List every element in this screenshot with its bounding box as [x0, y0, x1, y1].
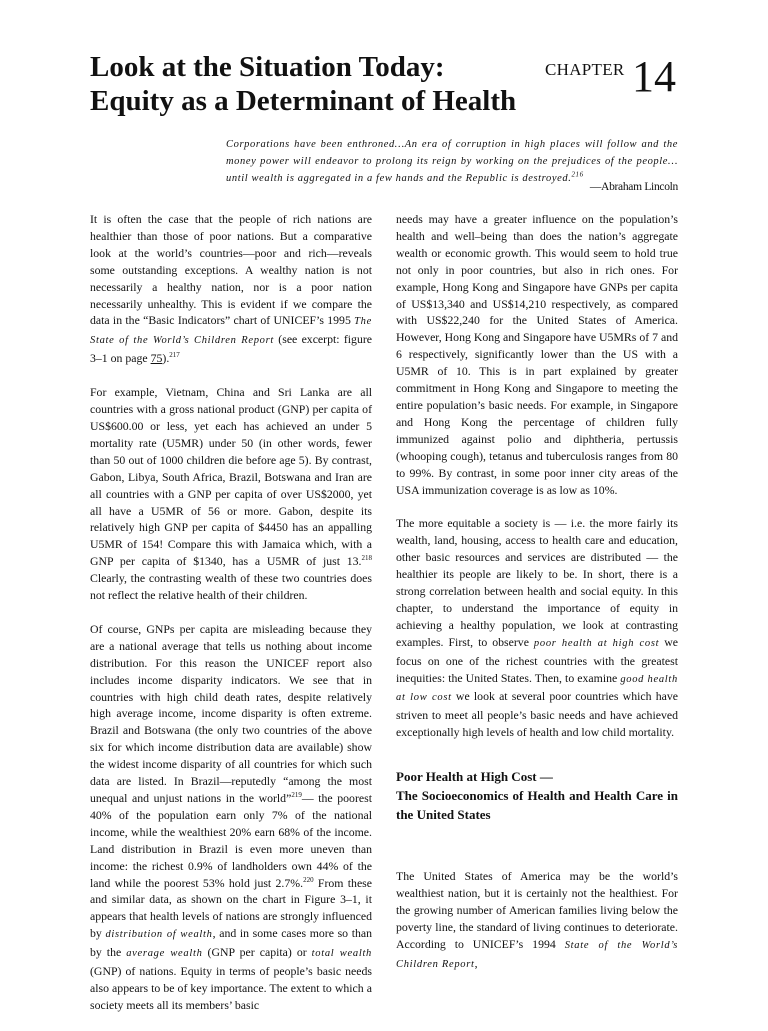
- paragraph-text: — the poorest 40% of the population earn only 7% of the national income, while the wealthiest 20% earn 68% of the income. Land distribution in Brazil is even more uneven than income: the richest 0.9% of landholders own 44% of the land while the poorest 53% hold just 2.7%.: [90, 791, 372, 890]
- paragraph: needs may have a greater influence on the population’s health and well–being than does the nation’s aggregate wealth or economic growth. This would seem to hold true not only in poor countries, but also in rich ones. For example, Hong Kong and Singapore have GNPs per capita of US$13,340 and US$14,210 respectively, as compared with US$22,240 for the United States of America. However, Hong Kong and Singapore have U5MRs of 7 and 6 respectively, significantly lower than the US with a U5MR of 10. This is in part explained by greater commitment in Hong Kong and Singapore to meeting the entire population’s basic needs. For example, in Singapore and Hong Kong the percentage of children fully immunized against polio and diphtheria, pertussis (whooping cough), tetanus and tuberculosis ranges from 80 to 99%. By contrast, in some poor inner city areas of the USA immunization coverage is as low as 10%.: [396, 212, 678, 497]
- paragraph: [90, 211, 372, 367]
- paragraph-text: Of course, GNPs per capita are misleading because they are a national average that tells us nothing about income distribution. For this reason the UNICEF report also includes income disparity indicators. We see that in countries with high child death rates, despite relatively high average income, income disparity is often extreme. Brazil and Botswana (the only two countries of the above six for which income distribution data are available) show the widest income disparity of all countries for which such data are listed. In Brazil—reputedly “among the most unequal and unjust nations in the world”: [90, 621, 372, 805]
- right-column: [396, 211, 678, 991]
- page-link[interactable]: 75: [150, 351, 163, 366]
- footnote-ref[interactable]: 220: [303, 875, 314, 884]
- paragraph-text: (GNP per capita) or: [202, 945, 312, 960]
- paragraph: [90, 384, 372, 604]
- chapter-label: CHAPTER: [545, 60, 625, 79]
- paragraph-text: It is often the case that the people of rich nations are healthier than those of poor nations. But a comparative look at the world’s countries—poor and rich—reveals some outstanding exceptions. A wealthy nation is not necessarily a healthy nation, nor is a poor nation necessarily unhealthy. This is evident if we compare the data in the “Basic Indicators” chart of UNICEF’s 1995: [90, 212, 372, 328]
- paragraph: [90, 621, 372, 1014]
- paragraph-text: (see excerpt: figure 3–1 on page: [90, 332, 373, 366]
- paragraph: [396, 515, 678, 741]
- paragraph-text: ,: [474, 955, 478, 970]
- left-column: [90, 211, 372, 1031]
- emphasis: distribution of wealth: [105, 929, 213, 941]
- paragraph-text: Clearly, the contrasting wealth of these two countries does not reflect the relative health of their children.: [90, 571, 372, 603]
- report-title: State of the World’s Children Report: [396, 939, 678, 970]
- paragraph-text: we focus on one of the richest countries with the greatest inequities: the United States. Then, to examine: [396, 634, 678, 685]
- paragraph-text: we look at several poor countries which have striven to meet all people’s basic needs and have achieved exceptionally high levels of health and low child mortality.: [396, 689, 678, 740]
- paragraph-text: , and in some cases more so than by the: [90, 926, 373, 960]
- emphasis: poor health at high cost: [533, 637, 660, 649]
- paragraph-text: From these and similar data, as shown on the chart in Figure 3–1, it appears that health levels of nations are strongly influenced by: [90, 875, 373, 941]
- emphasis: total wealth: [311, 948, 373, 960]
- report-title: The State of the World’s Children Report: [90, 316, 372, 347]
- footnote-ref[interactable]: 216: [571, 170, 584, 179]
- emphasis: good health at low cost: [396, 673, 678, 704]
- paragraph-text: For example, Vietnam, China and Sri Lanka are all countries with a gross national product (GNP) per capita of US$600.00 or less, yet each has achieved an under 5 mortality rate (U5MR) under 50 (in other words, fewer than 50 out of 1000 children die before age 5). By contrast, Gabon, Libya, South Africa, Brazil, Botswana and Iran are all countries with a GNP per capita of over US$2000, yet all have a U5MR of 56 or more. Gabon, despite its relatively high GNP per capita of $4450 has an appalling U5MR of 154! Compare this with Jamaica which, with a GNP per capita of $1340, has a U5MR of just 13.: [90, 385, 372, 569]
- chapter-number: 14: [632, 52, 676, 101]
- emphasis: average wealth: [126, 948, 203, 960]
- footnote-ref[interactable]: 219: [291, 791, 302, 800]
- paragraph-text: ).: [162, 351, 170, 366]
- epigraph-text: Corporations have been enthroned…An era of corruption in high places will follow and the money power will endeavor to prolong its reign by working on the prejudices of the people…until wealth is aggregated in a few hands and the Republic is destroyed.: [226, 139, 678, 184]
- chapter-title-line-2: Equity as a Determinant of Health: [90, 85, 517, 117]
- chapter-title-line-1: Look at the Situation Today:: [90, 51, 445, 83]
- section-heading-line-2: The Socioeconomics of Health and Health Care in the United States: [396, 788, 678, 823]
- chapter-title: [90, 50, 560, 118]
- footnote-ref[interactable]: 218: [361, 554, 372, 563]
- section-heading-line-1: Poor Health at High Cost —: [396, 769, 553, 785]
- paragraph: [396, 868, 678, 973]
- section-heading: [396, 767, 678, 824]
- footnote-ref[interactable]: 217: [169, 351, 180, 360]
- paragraph-text: The more equitable a society is — i.e. the more fairly its wealth, land, housing, access to health care and education, other basic resources and services are distributed — the healthier its people are likely to be. In short, there is a strong correlation between health and social equity. In this chapter, to understand the importance of equity in achieving a healthy population, we look at contrasting examples. First, to observe: [396, 516, 678, 649]
- epigraph-attribution: —Abraham Lincoln: [589, 181, 678, 193]
- paragraph-text: The United States of America may be the world’s wealthiest nation, but it is certainly not the healthiest. For the growing number of American families living below the poverty line, the standard of living continues to deteriorate. According to UNICEF’s 1994: [396, 869, 678, 951]
- epigraph: [226, 136, 678, 187]
- paragraph-text: (GNP) of nations. Equity in terms of people’s basic needs also appears to be of key importance. The extent to which a society meets all its members’ basic: [90, 964, 372, 1012]
